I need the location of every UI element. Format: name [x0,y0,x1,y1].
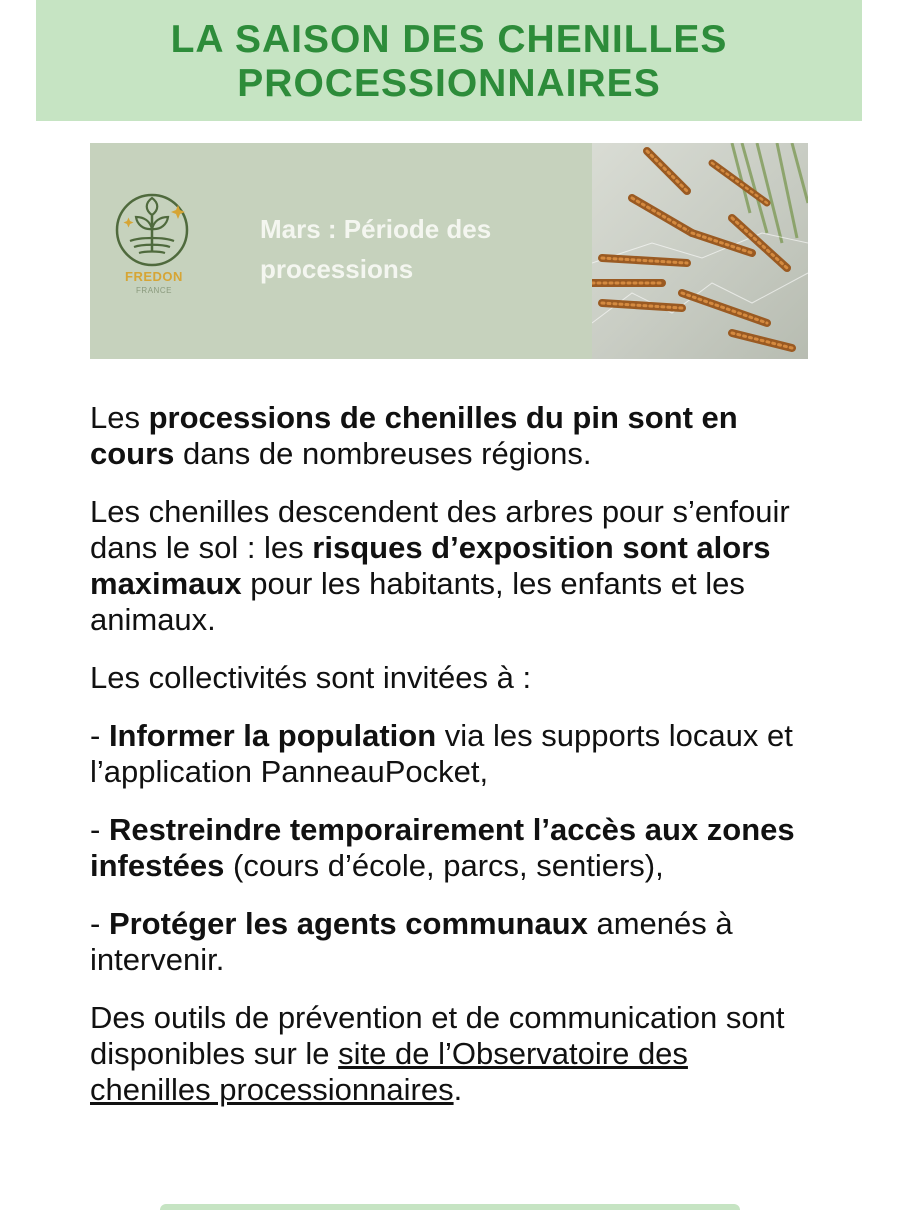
list-item [90,718,810,790]
logo-subtitle: FRANCE [136,286,172,295]
text: Les chenilles descendent des arbres pour s’enfouir dans le sol : les [90,494,790,565]
bold-text: Protéger les agents communaux [108,906,588,941]
observatoire-link[interactable]: site de l’Observatoire des chenilles processionnaires [90,1036,688,1107]
text: via les supports locaux et l’application PanneauPocket, [90,718,793,789]
paragraph-risk [90,494,810,638]
page-title [171,16,728,106]
title-line-2: PROCESSIONNAIRES [237,61,661,105]
paragraph-tools [90,1000,810,1108]
banner-title [260,209,570,289]
bold-text: processions de chenilles du pin sont en cours [90,400,738,471]
paragraph-intro [90,400,810,472]
hero-banner [90,143,808,359]
text: (cours d’école, parcs, sentiers), [224,848,664,883]
list-item [90,906,810,978]
text: - [90,906,109,941]
bold-text: risques d’exposition sont alors maximaux [90,530,771,601]
plant-logo-icon [112,193,196,269]
text: . [453,1072,463,1107]
bold-text: Informer la population [108,718,437,753]
caterpillar-photo [592,143,808,359]
logo-name: FREDON [125,269,183,284]
list-item [90,812,810,884]
text: Les [90,400,149,435]
article-body [90,400,810,1130]
bold-text: Restreindre temporairement l’accès aux zones infestées [90,812,795,883]
paragraph-invite: Les collectivités sont invitées à : [90,660,532,695]
header-banner [36,0,862,121]
banner-title-line-2: processions [260,254,414,284]
next-section-edge [160,1204,740,1210]
title-line-1: LA SAISON DES CHENILLES [170,17,728,61]
text: - [90,812,109,847]
fredon-logo [112,193,196,303]
text: pour les habitants, les enfants et les animaux. [90,566,745,637]
text: Des outils de prévention et de communication sont disponibles sur le [90,1000,785,1071]
text: - [90,718,109,753]
text: amenés à intervenir. [90,906,733,977]
text: dans de nombreuses régions. [174,436,592,471]
banner-title-line-1: Mars : Période des [260,214,492,244]
